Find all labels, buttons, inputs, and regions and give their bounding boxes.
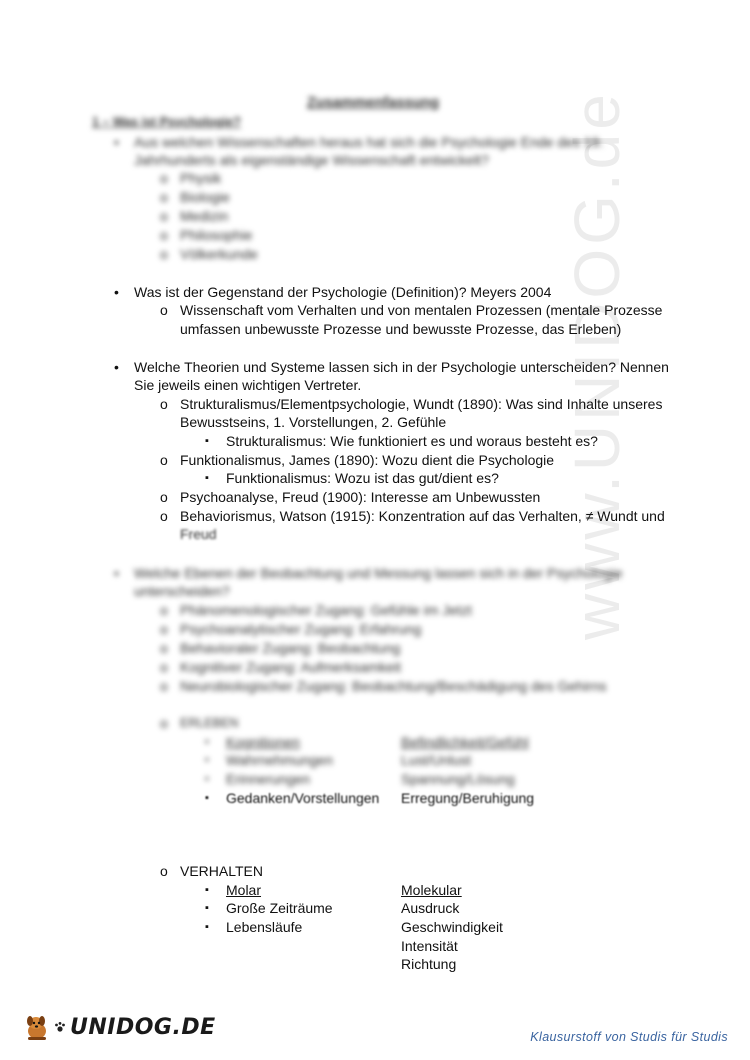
circle-bullet: o [160, 208, 168, 224]
unidog-logo[interactable] [22, 1012, 216, 1042]
circle-bullet: o [160, 602, 168, 618]
square-bullet: ▪ [205, 754, 209, 766]
erleben-right-item: Lust/Unlust [401, 752, 472, 768]
erleben-left-item: Gedanken/Vorstellungen [226, 790, 380, 806]
answer-2-line-2: umfassen unbewusste Prozesse und bewusste Prozesse, das Erleben) [180, 321, 622, 337]
bullet: • [114, 284, 119, 300]
square-bullet: ▪ [205, 792, 209, 804]
square-bullet: ▪ [205, 736, 209, 748]
circle-bullet: o [160, 678, 168, 694]
square-bullet: ▪ [205, 921, 209, 933]
verhalten-right-item: Intensität [401, 938, 458, 954]
square-bullet: ▪ [205, 435, 209, 447]
circle-bullet: o [160, 396, 168, 412]
list-item: Phänomenologischer Zugang: Gefühle im Jetzt [180, 602, 472, 618]
circle-bullet: o [160, 227, 168, 243]
erleben-left-item: Erinnerungen [226, 771, 311, 787]
verhalten-left-item: Große Zeiträume [226, 900, 333, 916]
circle-bullet: o [160, 621, 168, 637]
circle-bullet: o [160, 715, 168, 731]
answer-3-structuralism-line-1: Strukturalismus/Elementpsychologie, Wundt (1890): Was sind Inhalte unseres [180, 396, 663, 412]
logo-text: UNIDOG.DE [70, 1014, 216, 1040]
question-4-line-1: Welche Ebenen der Beobachtung und Messung lassen sich in der Psychologie [134, 565, 623, 581]
verhalten-heading: VERHALTEN [180, 863, 263, 879]
circle-bullet: o [160, 302, 168, 318]
erleben-heading: ERLEBEN [180, 716, 239, 730]
list-item: Psychoanalytischer Zugang: Erfahrung [180, 621, 422, 637]
square-bullet: ▪ [205, 472, 209, 484]
circle-bullet: o [160, 508, 168, 524]
list-item: Philosophie [180, 227, 253, 243]
erleben-right-item: Erregung/Beruhigung [401, 790, 535, 806]
answer-3-functionalism: Funktionalismus, James (1890): Wozu dient die Psychologie [180, 452, 555, 468]
page-title: Zusammenfassung [307, 95, 440, 111]
list-item: Physik [180, 170, 222, 186]
answer-3-structuralism-detail: Strukturalismus: Wie funktioniert es und woraus besteht es? [226, 433, 598, 449]
question-1-line-1: Aus welchen Wissenschaften heraus hat sich die Psychologie Ende des 19. [134, 134, 604, 150]
answer-2-line-1: Wissenschaft vom Verhalten und von mentalen Prozessen (mentale Prozesse [180, 302, 663, 318]
verhalten-right-header: Molekular [401, 882, 462, 898]
verhalten-right-item: Richtung [401, 956, 457, 972]
footer-tagline: Klausurstoff von Studis für Studis [530, 1030, 728, 1044]
square-bullet: ▪ [205, 773, 209, 785]
list-item: Medizin [180, 208, 229, 224]
question-2: Was ist der Gegenstand der Psychologie (Definition)? Meyers 2004 [134, 284, 552, 300]
circle-bullet: o [160, 640, 168, 656]
square-bullet: ▪ [205, 884, 209, 896]
circle-bullet: o [160, 170, 168, 186]
question-3-line-2: Sie jeweils einen wichtigen Vertreter. [134, 377, 362, 393]
square-bullet: ▪ [205, 902, 209, 914]
circle-bullet: o [160, 189, 168, 205]
list-item: Behavioraler Zugang: Beobachtung [180, 640, 401, 656]
bullet: • [114, 359, 119, 375]
section-heading: 1 – Was ist Psychologie? [92, 115, 241, 129]
question-1-line-2: Jahrhunderts als eigenständige Wissenschaft entwickelt? [134, 152, 489, 168]
erleben-right-item: Spannung/Lösung [401, 771, 515, 787]
dog-mascot-icon [22, 1012, 52, 1042]
answer-3-psychoanalysis: Psychoanalyse, Freud (1900): Interesse am Unbewussten [180, 489, 541, 505]
bullet: • [114, 134, 119, 150]
erleben-right-header: Befindlichkeit/Gefühl [401, 734, 529, 750]
answer-3-structuralism-line-2: Bewusstseins, 1. Vorstellungen, 2. Gefühle [180, 414, 447, 430]
circle-bullet: o [160, 489, 168, 505]
paw-icon [54, 1021, 66, 1033]
question-3-line-1: Welche Theorien und Systeme lassen sich in der Psychologie unterscheiden? Nennen [134, 359, 669, 375]
list-item: Völkerkunde [180, 246, 258, 262]
answer-3-functionalism-detail: Funktionalismus: Wozu ist das gut/dient es? [226, 470, 499, 486]
verhalten-left-header: Molar [226, 882, 262, 898]
circle-bullet: o [160, 659, 168, 675]
verhalten-left-item: Lebensläufe [226, 919, 303, 935]
verhalten-right-item: Ausdruck [401, 900, 460, 916]
list-item: Biologie [180, 189, 230, 205]
verhalten-right-item: Geschwindigkeit [401, 919, 503, 935]
circle-bullet: o [160, 863, 168, 879]
answer-3-behaviorism-line-2: Freud [180, 526, 217, 542]
circle-bullet: o [160, 452, 168, 468]
erleben-left-header: Kognitionen [226, 734, 300, 750]
bullet: • [114, 565, 119, 581]
circle-bullet: o [160, 246, 168, 262]
erleben-left-item: Wahrnehmungen [226, 752, 333, 768]
list-item: Neurobiologischer Zugang: Beobachtung/Beschädigung des Gehirns [180, 678, 607, 694]
watermark: www.UNIDOG.de [561, 90, 633, 640]
answer-3-behaviorism-line-1: Behaviorismus, Watson (1915): Konzentration auf das Verhalten, ≠ Wundt und [180, 508, 665, 524]
list-item: Kognitiver Zugang: Aufmerksamkeit [180, 659, 401, 675]
question-4-line-2: unterscheiden? [134, 583, 230, 599]
